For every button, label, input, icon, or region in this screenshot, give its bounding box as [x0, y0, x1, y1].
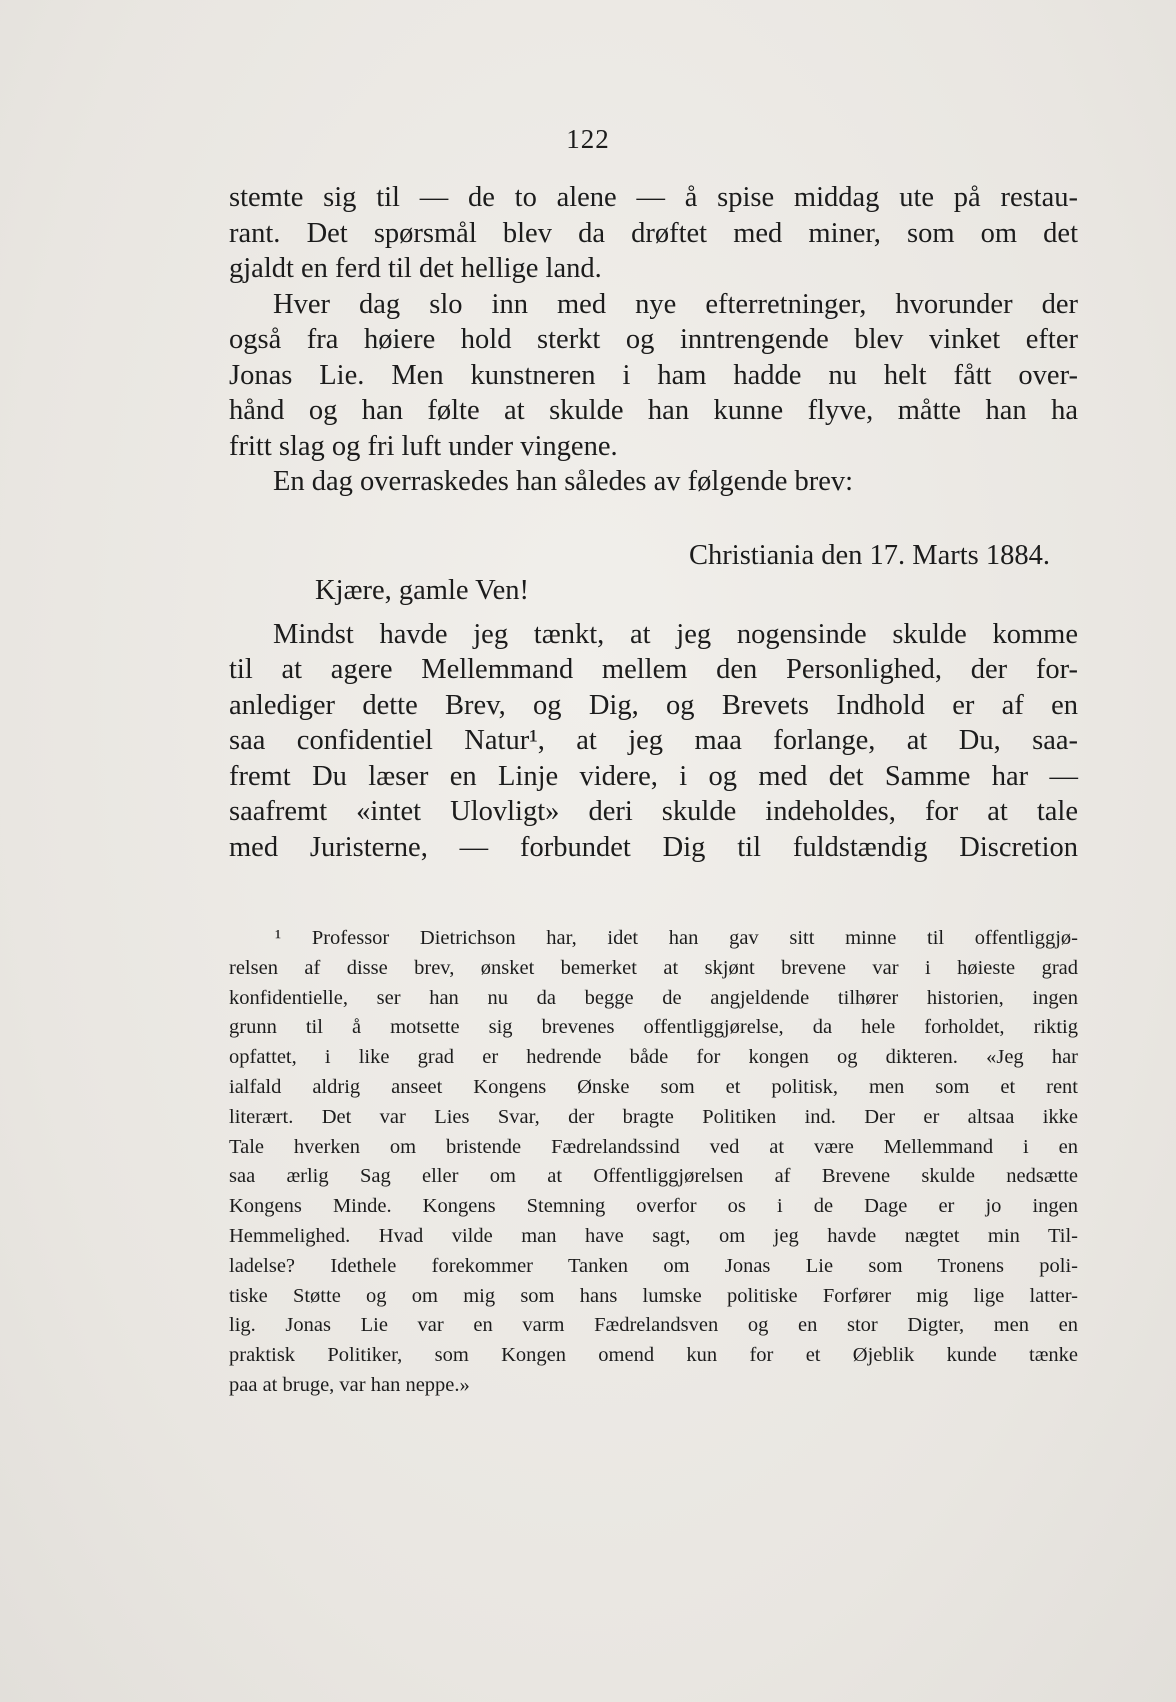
footnote-line: tiske Støtte og om mig som hans lumske politiske Forfører mig lige latter- [229, 1284, 1078, 1307]
page-number: 122 [566, 124, 610, 154]
letter-date: Christiania den 17. Marts 1884. [689, 539, 1050, 571]
footnote-line: ialfald aldrig anseet Kongens Ønske som et politisk, men som et rent [229, 1075, 1078, 1098]
text-line: stemte sig til — de to alene — å spise middag ute på restau- [229, 182, 1078, 213]
footnote-line: grunn til å motsette sig brevenes offentliggjørelse, da hele forholdet, riktig [229, 1016, 1078, 1039]
paragraph [229, 180, 1078, 287]
footnote-line: relsen af disse brev, ønsket bemerket at skjønt brevene var i høieste grad [229, 956, 1078, 979]
letter-salutation: Kjære, gamle Ven! [315, 575, 529, 606]
footnote [229, 924, 1078, 1401]
footnote-line: ¹ Professor Dietrichson har, idet han gav sitt minne til offentliggjø- [275, 927, 1078, 949]
text-line: til at agere Mellemmand mellem den Personlighed, der for- [229, 654, 1078, 685]
footnote-line: praktisk Politiker, som Kongen omend kun for et Øjeblik kunde tænke [229, 1344, 1078, 1367]
footnote-line: Kongens Minde. Kongens Stemning overfor os i de Dage er jo ingen [229, 1195, 1078, 1218]
footnote-line: Hemmelighed. Hvad vilde man have sagt, om jeg havde nægtet min Til- [229, 1224, 1078, 1247]
text-line: Hver dag slo inn med nye efterretninger, hvorunder der [273, 288, 1078, 320]
text-line: rant. Det spørsmål blev da drøftet med miner, som om det [229, 217, 1078, 249]
text-line: hånd og han følte at skulde han kunne flyve, måtte han ha [229, 395, 1078, 426]
text-line: fremt Du læser en Linje videre, i og med det Samme har — [229, 760, 1078, 792]
footnote-line: opfattet, i like grad er hedrende både for kongen og dikteren. «Jeg har [229, 1046, 1078, 1069]
text-line: med Juristerne, — forbundet Dig til fuldstændig Discretion [229, 831, 1078, 863]
text-line: anlediger dette Brev, og Dig, og Brevets Indhold er af en [229, 689, 1078, 721]
footnote-line: lig. Jonas Lie var en varm Fædrelandsven og en stor Digter, men en [229, 1314, 1078, 1337]
text-line: også fra høiere hold sterkt og inntrengende blev vinket efter [229, 324, 1078, 355]
footnote-line: paa at bruge, var han neppe.» [229, 1373, 470, 1396]
text-line: saa confidentiel Natur¹, at jeg maa forlange, at Du, saa- [229, 725, 1078, 756]
footnote-line: konfidentielle, ser han nu da begge de angjeldende tilhører historien, ingen [229, 986, 1078, 1009]
text-line: Jonas Lie. Men kunstneren i ham hadde nu helt fått over- [229, 359, 1078, 391]
paragraph [229, 287, 1078, 465]
footnote-line: ladelse? Idethele forekommer Tanken om Jonas Lie som Tronens poli- [229, 1254, 1078, 1277]
footnote-line: literært. Det var Lies Svar, der bragte Politiken ind. Der er altsaa ikke [229, 1105, 1078, 1128]
text-line: gjaldt en ferd til det hellige land. [229, 253, 602, 284]
text-line: fritt slag og fri luft under vingene. [229, 430, 618, 462]
paragraph [229, 464, 1078, 500]
text-line: En dag overraskedes han således av følgende brev: [273, 466, 854, 497]
letter-body [229, 617, 1078, 866]
text-line: Mindst havde jeg tænkt, at jeg nogensinde skulde komme [273, 618, 1078, 650]
text-line: saafremt «intet Ulovligt» deri skulde indeholdes, for at tale [229, 796, 1078, 827]
footnote-line: saa ærlig Sag eller om at Offentliggjørelsen af Brevene skulde nedsætte [229, 1165, 1078, 1188]
footnote-line: Tale hverken om bristende Fædrelandssind ved at være Mellemmand i en [229, 1135, 1078, 1158]
main-text [229, 180, 1078, 865]
